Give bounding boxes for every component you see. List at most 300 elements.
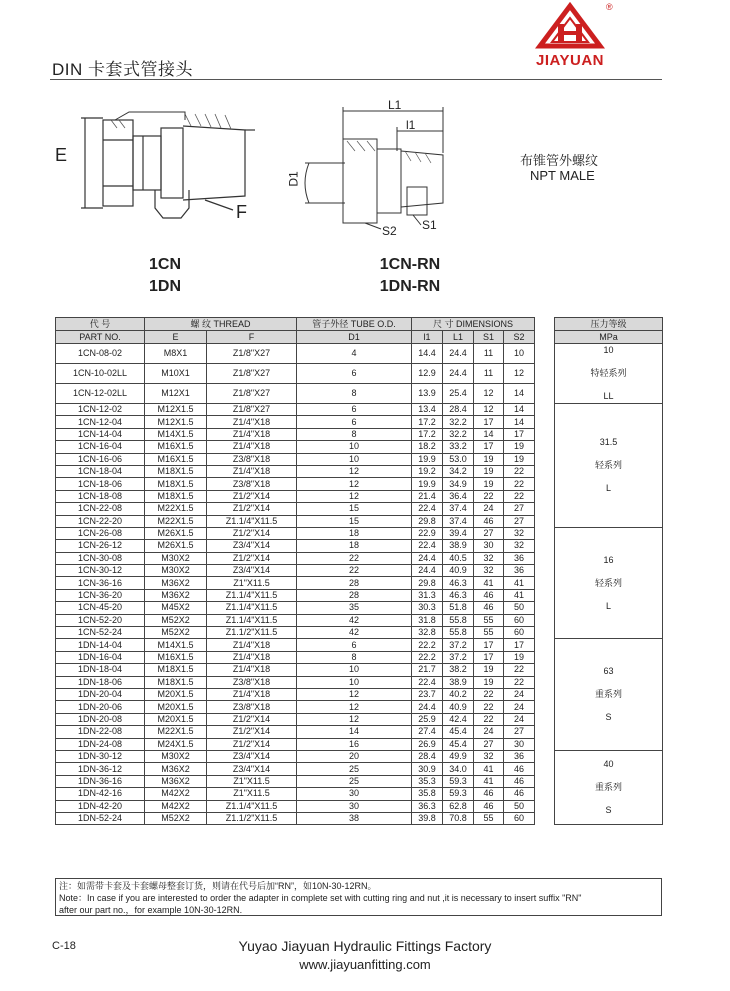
cell-part: 1CN-12-02LL: [56, 384, 145, 404]
header-pressure: 压力等级: [555, 318, 663, 331]
pressure-line: 重系列: [595, 782, 623, 793]
cell-s1: 41: [474, 763, 504, 775]
cell-part: 1DN-52-24: [56, 812, 145, 824]
page-title: DIN 卡套式管接头: [52, 60, 193, 79]
cell-L1: 51.8: [443, 602, 474, 614]
cell-s1: 46: [474, 602, 504, 614]
cell-f: Z1/2"X14: [207, 713, 297, 725]
cell-part: 1DN-24-08: [56, 738, 145, 750]
cell-d1: 12: [297, 465, 412, 477]
cell-L1: 37.2: [443, 651, 474, 663]
cell-gap: [535, 726, 555, 738]
cell-s2: 30: [504, 738, 535, 750]
header-part: 代 号: [56, 318, 145, 331]
cell-e: M14X1.5: [145, 428, 207, 440]
dim-s1-label: S1: [422, 218, 437, 232]
page-number: C-18: [52, 940, 76, 952]
cell-s2: 36: [504, 565, 535, 577]
cell-gap: [535, 577, 555, 589]
cell-s1: 46: [474, 800, 504, 812]
cell-s1: 55: [474, 627, 504, 639]
cell-l1: 13.9: [412, 384, 443, 404]
cell-part: 1CN-22-08: [56, 503, 145, 515]
cell-f: Z3/8"X18: [207, 701, 297, 713]
cell-s2: 50: [504, 602, 535, 614]
cell-e: M18X1.5: [145, 664, 207, 676]
cell-e: M22X1.5: [145, 503, 207, 515]
cell-f: Z3/4"X14: [207, 565, 297, 577]
cell-e: M52X2: [145, 627, 207, 639]
cell-e: M30X2: [145, 750, 207, 762]
cell-e: M20X1.5: [145, 701, 207, 713]
cell-d1: 28: [297, 589, 412, 601]
cell-l1: 36.3: [412, 800, 443, 812]
cell-L1: 36.4: [443, 490, 474, 502]
cell-part: 1CN-36-16: [56, 577, 145, 589]
cell-s2: 22: [504, 478, 535, 490]
cell-e: M16X1.5: [145, 651, 207, 663]
cell-s2: 46: [504, 763, 535, 775]
cell-part: 1CN-18-06: [56, 478, 145, 490]
cell-s2: 50: [504, 800, 535, 812]
cell-l1: 27.4: [412, 726, 443, 738]
cell-s1: 55: [474, 812, 504, 824]
cell-s1: 11: [474, 344, 504, 364]
cell-part: 1CN-08-02: [56, 344, 145, 364]
cell-s1: 12: [474, 404, 504, 416]
cell-L1: 39.4: [443, 527, 474, 539]
cell-l1: 35.8: [412, 788, 443, 800]
cell-L1: 70.8: [443, 812, 474, 824]
part-label-1dn: 1DN: [148, 278, 181, 295]
table-row: [56, 750, 663, 762]
cell-e: M30X2: [145, 552, 207, 564]
cell-L1: 32.2: [443, 416, 474, 428]
cell-s1: 55: [474, 614, 504, 626]
cell-gap: [535, 490, 555, 502]
cell-e: M12X1: [145, 384, 207, 404]
cell-part: 1CN-12-02: [56, 404, 145, 416]
registered-mark: ®: [606, 2, 613, 12]
pressure-line: 16: [603, 554, 614, 565]
cell-s1: 11: [474, 364, 504, 384]
cell-s2: 24: [504, 701, 535, 713]
cell-f: Z1/4"X18: [207, 664, 297, 676]
cell-s2: 46: [504, 788, 535, 800]
cell-gap: [535, 775, 555, 787]
pressure-line: LL: [603, 391, 614, 401]
cell-e: M20X1.5: [145, 713, 207, 725]
cell-l1: 21.4: [412, 490, 443, 502]
cell-d1: 12: [297, 490, 412, 502]
cell-d1: 8: [297, 384, 412, 404]
cell-part: 1DN-20-08: [56, 713, 145, 725]
cell-s2: 60: [504, 812, 535, 824]
cell-s2: 27: [504, 726, 535, 738]
brand-name: JIAYUAN: [536, 52, 604, 69]
cell-d1: 12: [297, 478, 412, 490]
cell-d1: 10: [297, 441, 412, 453]
cell-part: 1CN-16-04: [56, 441, 145, 453]
cell-l1: 21.7: [412, 664, 443, 676]
cell-e: M52X2: [145, 812, 207, 824]
cell-l1: 28.4: [412, 750, 443, 762]
cell-d1: 6: [297, 416, 412, 428]
cell-s1: 12: [474, 384, 504, 404]
cell-f: Z1/4"X18: [207, 428, 297, 440]
cell-e: M12X1.5: [145, 404, 207, 416]
cell-gap: [535, 701, 555, 713]
cell-s1: 19: [474, 676, 504, 688]
cell-d1: 42: [297, 627, 412, 639]
cell-l1: 22.2: [412, 639, 443, 651]
cell-d1: 38: [297, 812, 412, 824]
dim-l1-small-label: l1: [406, 118, 416, 132]
cell-s2: 60: [504, 627, 535, 639]
table-row: [56, 344, 663, 364]
cell-e: M36X2: [145, 577, 207, 589]
cell-L1: 53.0: [443, 453, 474, 465]
cell-s2: 12: [504, 364, 535, 384]
cell-s1: 17: [474, 441, 504, 453]
pressure-line: S: [605, 805, 612, 816]
cell-l1: 39.8: [412, 812, 443, 824]
note-en-line2: after our part no.，for example 10N-30-12RN.: [59, 905, 243, 915]
cell-e: M18X1.5: [145, 490, 207, 502]
cell-L1: 24.4: [443, 344, 474, 364]
cell-L1: 40.9: [443, 565, 474, 577]
cell-f: Z1.1/4"X11.5: [207, 614, 297, 626]
cell-part: 1CN-36-20: [56, 589, 145, 601]
cell-gap: [535, 364, 555, 384]
cell-gap: [535, 812, 555, 824]
cell-f: Z1.1/4"X11.5: [207, 515, 297, 527]
cell-gap: [535, 589, 555, 601]
pressure-group: [555, 639, 663, 751]
cell-e: M22X1.5: [145, 515, 207, 527]
cell-l1: 24.4: [412, 701, 443, 713]
cell-l1: 22.9: [412, 527, 443, 539]
cell-d1: 25: [297, 775, 412, 787]
cell-gap: [535, 627, 555, 639]
cell-part: 1DN-30-12: [56, 750, 145, 762]
cell-s2: 36: [504, 552, 535, 564]
factory-name: Yuyao Jiayuan Hydraulic Fittings Factory: [238, 938, 492, 954]
cell-part: 1CN-12-04: [56, 416, 145, 428]
cell-L1: 62.8: [443, 800, 474, 812]
subheader-pressure: MPa: [555, 331, 663, 344]
subheader-s1: S1: [474, 331, 504, 344]
cell-s1: 46: [474, 515, 504, 527]
order-note: [55, 878, 662, 916]
cell-gap: [535, 527, 555, 539]
cell-L1: 45.4: [443, 738, 474, 750]
cell-gap: [535, 738, 555, 750]
cell-part: 1DN-18-04: [56, 664, 145, 676]
cell-L1: 59.3: [443, 788, 474, 800]
cell-e: M30X2: [145, 565, 207, 577]
cell-d1: 18: [297, 540, 412, 552]
cell-gap: [535, 453, 555, 465]
cell-part: 1CN-52-20: [56, 614, 145, 626]
pressure-group: [555, 404, 663, 528]
cell-l1: 17.2: [412, 428, 443, 440]
note-cn: 注：如需带卡套及卡套螺母整套订货，则请在代号后加“RN”，如10N-30-12RN。: [59, 881, 377, 891]
cell-L1: 45.4: [443, 726, 474, 738]
cell-f: Z1/4"X18: [207, 441, 297, 453]
cell-f: Z1/4"X18: [207, 416, 297, 428]
subheader-part: PART NO.: [56, 331, 145, 344]
cell-part: 1DN-20-06: [56, 701, 145, 713]
cell-gap: [535, 478, 555, 490]
cell-l1: 32.8: [412, 627, 443, 639]
cell-s1: 14: [474, 428, 504, 440]
header-gap: [535, 318, 555, 344]
cell-e: M42X2: [145, 788, 207, 800]
dim-f-label: F: [236, 202, 247, 222]
cell-s2: 41: [504, 589, 535, 601]
cell-l1: 12.9: [412, 364, 443, 384]
cell-L1: 55.8: [443, 627, 474, 639]
cell-s1: 22: [474, 701, 504, 713]
cell-gap: [535, 404, 555, 416]
cell-d1: 6: [297, 364, 412, 384]
cell-d1: 20: [297, 750, 412, 762]
cell-l1: 23.7: [412, 688, 443, 700]
cell-s2: 22: [504, 490, 535, 502]
cell-e: M52X2: [145, 614, 207, 626]
cell-gap: [535, 465, 555, 477]
cell-L1: 46.3: [443, 577, 474, 589]
pressure-line: 31.5: [599, 436, 618, 447]
cell-s1: 32: [474, 552, 504, 564]
cell-s2: 14: [504, 404, 535, 416]
dim-e-label: E: [55, 145, 68, 165]
pressure-line: 特轻系列: [590, 368, 627, 378]
cell-l1: 17.2: [412, 416, 443, 428]
cell-s1: 22: [474, 688, 504, 700]
cell-gap: [535, 416, 555, 428]
cell-l1: 22.4: [412, 676, 443, 688]
cell-f: Z1.1/2"X11.5: [207, 812, 297, 824]
table-row: [56, 527, 663, 539]
cell-gap: [535, 441, 555, 453]
cell-s1: 32: [474, 750, 504, 762]
pressure-line: S: [605, 712, 612, 723]
cell-gap: [535, 750, 555, 762]
cell-L1: 40.2: [443, 688, 474, 700]
cell-e: M42X2: [145, 800, 207, 812]
cell-L1: 34.9: [443, 478, 474, 490]
cell-d1: 12: [297, 701, 412, 713]
cell-gap: [535, 515, 555, 527]
cell-s2: 22: [504, 664, 535, 676]
cell-gap: [535, 788, 555, 800]
cell-d1: 22: [297, 565, 412, 577]
cell-gap: [535, 565, 555, 577]
cell-f: Z1/2"X14: [207, 503, 297, 515]
cell-s2: 32: [504, 540, 535, 552]
pressure-line: 轻系列: [595, 459, 623, 470]
cell-f: Z1"X11.5: [207, 577, 297, 589]
cell-f: Z1/8"X27: [207, 384, 297, 404]
cell-l1: 29.8: [412, 577, 443, 589]
cell-f: Z1/4"X18: [207, 651, 297, 663]
cell-gap: [535, 384, 555, 404]
cell-f: Z1/2"X14: [207, 726, 297, 738]
cell-s2: 46: [504, 775, 535, 787]
subheader-d1: D1: [297, 331, 412, 344]
cell-f: Z3/8"X18: [207, 478, 297, 490]
cell-part: 1DN-14-04: [56, 639, 145, 651]
cell-part: 1CN-30-12: [56, 565, 145, 577]
cell-s1: 17: [474, 416, 504, 428]
cell-l1: 22.2: [412, 651, 443, 663]
cell-part: 1CN-16-06: [56, 453, 145, 465]
cell-l1: 25.9: [412, 713, 443, 725]
cell-f: Z1"X11.5: [207, 775, 297, 787]
cell-s2: 41: [504, 577, 535, 589]
cell-s1: 27: [474, 527, 504, 539]
cell-s1: 24: [474, 503, 504, 515]
cell-s2: 19: [504, 441, 535, 453]
cell-L1: 24.4: [443, 364, 474, 384]
cell-s1: 17: [474, 651, 504, 663]
cell-s2: 19: [504, 651, 535, 663]
cell-s2: 22: [504, 676, 535, 688]
cell-s1: 41: [474, 577, 504, 589]
cell-s2: 60: [504, 614, 535, 626]
cell-l1: 18.2: [412, 441, 443, 453]
cell-l1: 31.3: [412, 589, 443, 601]
cell-L1: 46.3: [443, 589, 474, 601]
table-row: [56, 639, 663, 651]
cell-e: M18X1.5: [145, 465, 207, 477]
cell-d1: 8: [297, 651, 412, 663]
thread-desc-en: NPT MALE: [530, 168, 595, 183]
cell-s2: 17: [504, 639, 535, 651]
cell-e: M16X1.5: [145, 453, 207, 465]
cell-d1: 30: [297, 788, 412, 800]
cell-s1: 17: [474, 639, 504, 651]
cell-s1: 30: [474, 540, 504, 552]
cell-e: M16X1.5: [145, 441, 207, 453]
cell-L1: 33.2: [443, 441, 474, 453]
cell-s2: 24: [504, 713, 535, 725]
table-row: [56, 404, 663, 416]
cell-s1: 19: [474, 465, 504, 477]
cell-s2: 10: [504, 344, 535, 364]
cell-e: M45X2: [145, 602, 207, 614]
cell-s2: 24: [504, 688, 535, 700]
cell-f: Z3/4"X14: [207, 750, 297, 762]
cell-s2: 32: [504, 527, 535, 539]
subheader-l1-small: l1: [412, 331, 443, 344]
cell-d1: 42: [297, 614, 412, 626]
cell-gap: [535, 688, 555, 700]
cell-d1: 10: [297, 453, 412, 465]
pressure-line: 10: [603, 345, 614, 355]
cell-l1: 19.9: [412, 453, 443, 465]
cell-s1: 46: [474, 788, 504, 800]
cell-L1: 55.8: [443, 614, 474, 626]
cell-d1: 25: [297, 763, 412, 775]
subheader-s2: S2: [504, 331, 535, 344]
cell-L1: 25.4: [443, 384, 474, 404]
pressure-line: L: [606, 600, 612, 611]
fitting-drawing-1cn-rn: [285, 95, 465, 235]
cell-part: 1DN-42-20: [56, 800, 145, 812]
cell-l1: 26.9: [412, 738, 443, 750]
cell-part: 1CN-30-08: [56, 552, 145, 564]
cell-e: M26X1.5: [145, 527, 207, 539]
cell-l1: 35.3: [412, 775, 443, 787]
header-tube: 管子外径 TUBE O.D.: [297, 318, 412, 331]
cell-d1: 30: [297, 800, 412, 812]
cell-d1: 12: [297, 713, 412, 725]
cell-part: 1CN-18-04: [56, 465, 145, 477]
cell-f: Z3/4"X14: [207, 763, 297, 775]
cell-e: M22X1.5: [145, 726, 207, 738]
cell-l1: 24.4: [412, 565, 443, 577]
cell-L1: 34.0: [443, 763, 474, 775]
cell-L1: 49.9: [443, 750, 474, 762]
cell-s2: 19: [504, 453, 535, 465]
website: www.jiayuanfitting.com: [299, 957, 431, 972]
cell-f: Z1/2"X14: [207, 738, 297, 750]
cell-e: M26X1.5: [145, 540, 207, 552]
cell-d1: 15: [297, 515, 412, 527]
cell-L1: 38.9: [443, 540, 474, 552]
cell-e: M8X1: [145, 344, 207, 364]
cell-f: Z3/8"X18: [207, 676, 297, 688]
cell-L1: 42.4: [443, 713, 474, 725]
cell-s2: 17: [504, 428, 535, 440]
cell-L1: 38.2: [443, 664, 474, 676]
cell-s1: 22: [474, 490, 504, 502]
cell-d1: 8: [297, 428, 412, 440]
cell-d1: 18: [297, 527, 412, 539]
cell-d1: 15: [297, 503, 412, 515]
cell-d1: 10: [297, 664, 412, 676]
cell-part: 1CN-26-08: [56, 527, 145, 539]
dim-d1-label: D1: [286, 171, 301, 187]
pressure-line: 63: [603, 666, 614, 677]
cell-l1: 19.9: [412, 478, 443, 490]
cell-l1: 24.4: [412, 552, 443, 564]
cell-part: 1DN-20-04: [56, 688, 145, 700]
cell-gap: [535, 676, 555, 688]
thread-desc-cn: 布锥管外螺纹: [520, 153, 599, 168]
cell-s1: 22: [474, 713, 504, 725]
cell-d1: 14: [297, 726, 412, 738]
cell-f: Z1.1/2"X11.5: [207, 627, 297, 639]
subheader-e: E: [145, 331, 207, 344]
dim-l1-big-label: L1: [388, 98, 402, 112]
cell-e: M12X1.5: [145, 416, 207, 428]
cell-L1: 37.2: [443, 639, 474, 651]
cell-f: Z1/8"X27: [207, 404, 297, 416]
cell-d1: 28: [297, 577, 412, 589]
cell-L1: 32.2: [443, 428, 474, 440]
cell-e: M20X1.5: [145, 688, 207, 700]
cell-f: Z1.1/4"X11.5: [207, 589, 297, 601]
cell-d1: 10: [297, 676, 412, 688]
cell-s1: 19: [474, 453, 504, 465]
cell-l1: 30.3: [412, 602, 443, 614]
cell-part: 1CN-26-12: [56, 540, 145, 552]
cell-f: Z1/2"X14: [207, 527, 297, 539]
